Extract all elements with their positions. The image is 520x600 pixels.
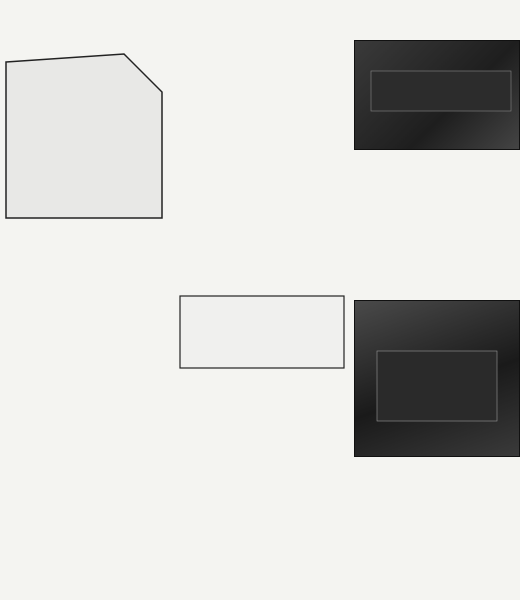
- fuse-box-diagram: [4, 52, 164, 220]
- relay-holder-diagram: [178, 280, 348, 372]
- battery-fuse-photo: [354, 300, 520, 457]
- central-svg: [355, 41, 519, 149]
- fuse-box-svg: [4, 52, 164, 220]
- battery-svg: [355, 301, 519, 456]
- small-central-photo: [354, 40, 520, 150]
- relay-holder-svg: [178, 280, 348, 372]
